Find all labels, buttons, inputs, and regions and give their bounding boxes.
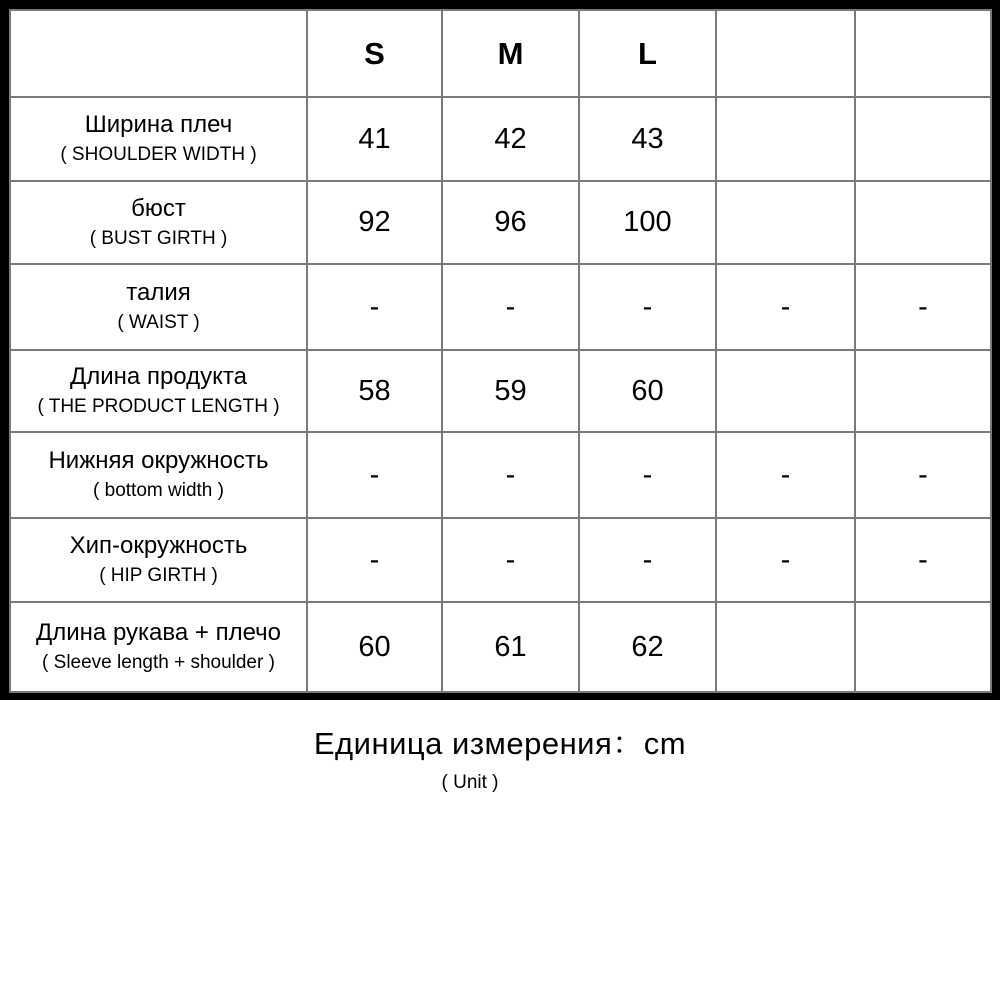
param-name: талия <box>126 279 191 306</box>
param-name: Нижняя окружность <box>48 447 269 474</box>
corner-cell <box>10 10 307 97</box>
value-cell <box>855 97 991 181</box>
param-name: Длина рукава + плечо <box>36 619 281 646</box>
row-label-cell <box>10 518 307 602</box>
value-text: - <box>369 458 380 491</box>
size-header-cell <box>307 10 442 97</box>
row-label-cell <box>10 432 307 518</box>
value-text: - <box>780 543 791 576</box>
value-text: 58 <box>358 374 391 407</box>
size-label: M <box>497 35 524 71</box>
value-text: 42 <box>494 122 527 155</box>
value-cell <box>442 350 579 432</box>
param-subtitle: ( HIP GIRTH ) <box>99 565 218 586</box>
row-label-cell <box>10 264 307 350</box>
value-text: 60 <box>358 630 391 663</box>
value-cell <box>307 602 442 692</box>
value-text: - <box>642 290 653 323</box>
value-cell <box>716 181 855 264</box>
value-cell <box>579 602 716 692</box>
value-cell <box>442 181 579 264</box>
table-row <box>10 432 991 518</box>
value-text: - <box>642 543 653 576</box>
value-text: 92 <box>358 206 391 238</box>
value-text: - <box>780 290 791 323</box>
value-cell <box>855 602 991 692</box>
value-text: 62 <box>631 630 664 663</box>
param-name: Хип-окружность <box>69 532 248 559</box>
table-row <box>10 602 991 692</box>
param-subtitle: ( WAIST ) <box>117 312 200 333</box>
param-name: бюст <box>131 194 186 222</box>
value-cell <box>855 264 991 350</box>
table-row <box>10 350 991 432</box>
row-label-cell <box>10 602 307 692</box>
value-cell <box>307 432 442 518</box>
value-cell <box>442 264 579 350</box>
param-subtitle: ( BUST GIRTH ) <box>89 227 228 249</box>
value-cell <box>855 432 991 518</box>
value-cell <box>579 181 716 264</box>
value-text: - <box>369 290 380 323</box>
value-cell <box>307 181 442 264</box>
value-cell <box>579 432 716 518</box>
table-row <box>10 264 991 350</box>
value-cell <box>716 97 855 181</box>
size-header-cell <box>579 10 716 97</box>
value-cell <box>716 264 855 350</box>
value-text: - <box>369 543 380 576</box>
param-subtitle: ( Sleeve length + shoulder ) <box>42 652 275 673</box>
value-cell <box>307 350 442 432</box>
value-cell <box>855 181 991 264</box>
value-text: - <box>918 458 928 491</box>
param-name: Длина продукта <box>70 363 247 390</box>
size-header-cell <box>855 10 991 97</box>
value-cell <box>716 518 855 602</box>
param-subtitle: ( THE PRODUCT LENGTH ) <box>37 396 280 417</box>
value-cell <box>579 264 716 350</box>
value-text: - <box>505 458 516 491</box>
value-text: 100 <box>623 206 672 238</box>
value-cell <box>716 432 855 518</box>
value-cell <box>442 518 579 602</box>
value-cell <box>442 97 579 181</box>
param-name: Ширина плеч <box>84 111 233 138</box>
param-subtitle: ( bottom width ) <box>93 480 224 501</box>
table-row <box>10 97 991 181</box>
value-text: - <box>918 290 928 323</box>
value-cell <box>579 518 716 602</box>
value-cell <box>716 350 855 432</box>
row-label-cell <box>10 97 307 181</box>
size-header-row <box>10 10 991 97</box>
value-cell <box>855 350 991 432</box>
unit-label: Единица измерения：cm <box>313 726 687 761</box>
value-cell <box>307 97 442 181</box>
value-text: - <box>918 543 928 576</box>
row-label-cell <box>10 181 307 264</box>
value-text: 41 <box>358 122 391 155</box>
value-text: 61 <box>494 630 527 663</box>
value-cell <box>442 602 579 692</box>
value-text: 96 <box>494 206 527 238</box>
value-cell <box>442 432 579 518</box>
value-text: - <box>642 458 653 491</box>
unit-subtitle: ( Unit ) <box>441 772 499 793</box>
value-cell <box>579 350 716 432</box>
value-cell <box>855 518 991 602</box>
value-text: - <box>780 458 791 491</box>
value-cell <box>307 264 442 350</box>
row-label-cell <box>10 350 307 432</box>
value-cell <box>579 97 716 181</box>
size-label: S <box>364 35 385 71</box>
size-chart-table <box>9 9 992 693</box>
table-row <box>10 518 991 602</box>
value-cell <box>716 602 855 692</box>
size-header-cell <box>442 10 579 97</box>
value-text: - <box>505 290 516 323</box>
table-row <box>10 181 991 264</box>
value-text: - <box>505 543 516 576</box>
param-subtitle: ( SHOULDER WIDTH ) <box>60 144 257 165</box>
size-label: L <box>638 35 657 71</box>
value-cell <box>307 518 442 602</box>
size-header-cell <box>716 10 855 97</box>
value-text: 59 <box>494 374 527 407</box>
value-text: 60 <box>631 374 664 407</box>
value-text: 43 <box>631 122 664 155</box>
